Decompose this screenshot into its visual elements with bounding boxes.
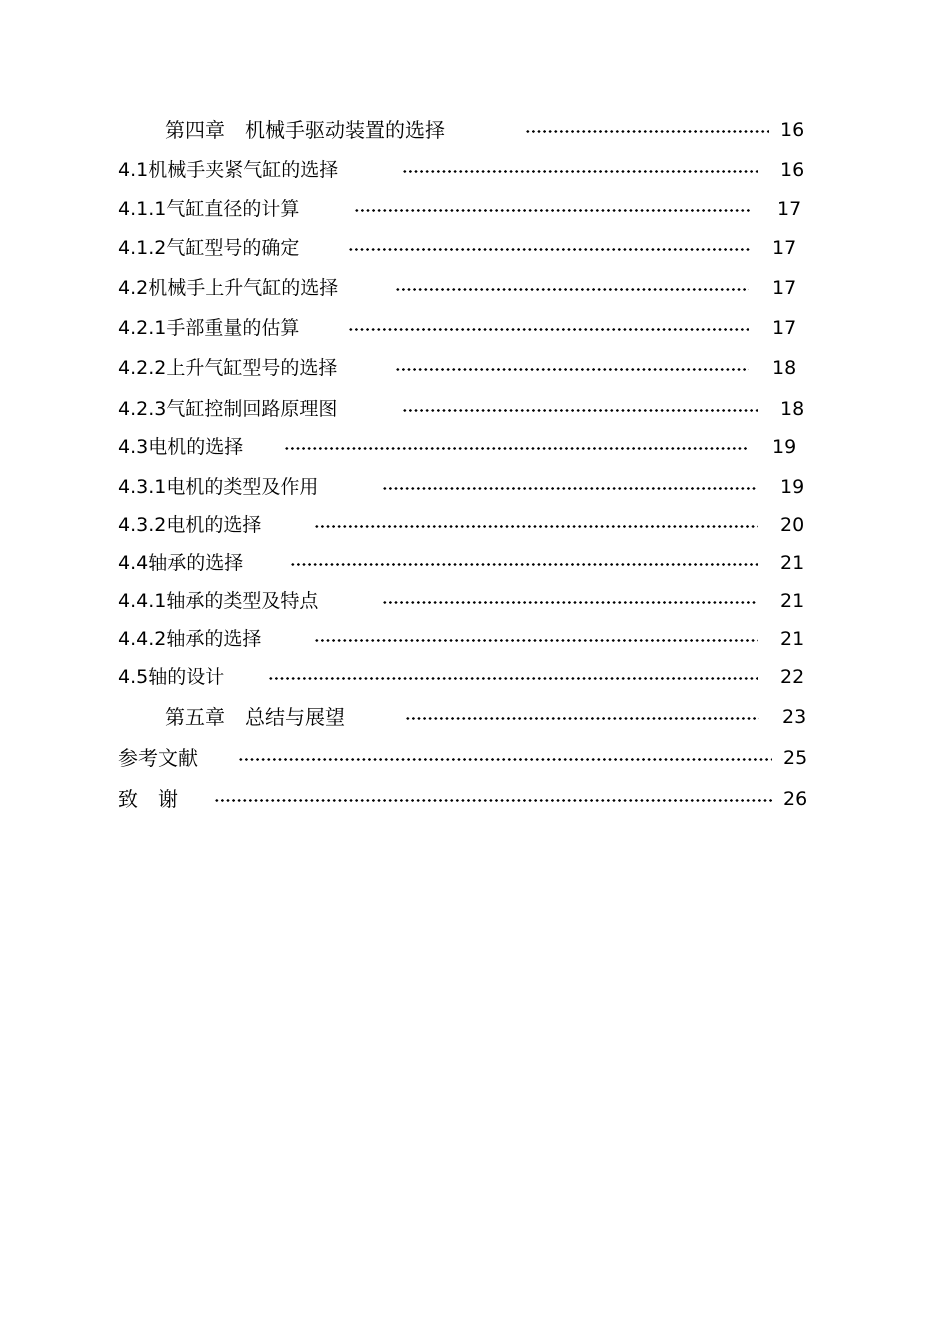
- toc-entry[interactable]: [118, 273, 818, 303]
- toc-entry[interactable]: [118, 313, 818, 343]
- toc-entry-page: 18: [772, 357, 797, 379]
- toc-entry[interactable]: [118, 155, 818, 185]
- toc-entry-page: 19: [780, 476, 805, 498]
- toc-entry-label: 4.3电机的选择: [118, 436, 244, 458]
- toc-entry-page: 21: [780, 628, 805, 650]
- toc-entry-page: 17: [772, 277, 797, 299]
- toc-entry[interactable]: [118, 784, 818, 814]
- toc-entry-page: 25: [783, 747, 808, 769]
- toc-leader: [348, 313, 749, 343]
- toc-leader: [382, 472, 758, 502]
- toc-leader: [284, 432, 749, 462]
- toc-entry-label: 4.4.1轴承的类型及特点: [118, 590, 319, 612]
- toc-entry[interactable]: [118, 548, 818, 578]
- toc-entry[interactable]: [118, 233, 818, 263]
- toc-entry[interactable]: [165, 702, 815, 732]
- toc-entry[interactable]: [118, 586, 818, 616]
- toc-entry[interactable]: [118, 194, 818, 224]
- toc-entry[interactable]: [118, 510, 818, 540]
- toc-entry[interactable]: [118, 353, 818, 383]
- toc-entry-label: 4.2.2上升气缸型号的选择: [118, 357, 338, 379]
- toc-leader: [238, 743, 772, 773]
- toc-entry-label: 4.3.2电机的选择: [118, 514, 262, 536]
- toc-entry[interactable]: [165, 115, 815, 145]
- toc-entry-label: 第五章 总结与展望: [165, 705, 345, 729]
- toc-leader: [214, 784, 772, 814]
- toc-entry[interactable]: [118, 472, 818, 502]
- toc-entry-page: 16: [780, 119, 805, 141]
- toc-entry-page: 23: [782, 706, 807, 728]
- toc-leader: [290, 548, 758, 578]
- toc-entry[interactable]: [118, 624, 818, 654]
- toc-entry-label: 4.2.1手部重量的估算: [118, 317, 300, 339]
- toc-entry-page: 21: [780, 552, 805, 574]
- toc-entry-page: 17: [772, 317, 797, 339]
- toc-entry-label: 4.2机械手上升气缸的选择: [118, 277, 339, 299]
- toc-entry-label: 4.2.3气缸控制回路原理图: [118, 398, 338, 420]
- toc-entry-page: 19: [772, 436, 797, 458]
- toc-entry-label: 4.1.1气缸直径的计算: [118, 198, 300, 220]
- toc-leader: [268, 662, 758, 692]
- toc-leader: [314, 624, 758, 654]
- toc-leader: [382, 586, 758, 616]
- toc-entry-label: 4.4轴承的选择: [118, 552, 244, 574]
- toc-leader: [395, 273, 749, 303]
- toc-entry-page: 16: [780, 159, 805, 181]
- toc-leader: [402, 394, 758, 424]
- toc-entry-page: 18: [780, 398, 805, 420]
- toc-entry-label: 4.1机械手夹紧气缸的选择: [118, 159, 339, 181]
- toc-entry-label: 4.1.2气缸型号的确定: [118, 237, 300, 259]
- toc-leader: [402, 155, 758, 185]
- toc-leader: [354, 194, 752, 224]
- toc-leader: [525, 115, 769, 145]
- toc-entry-page: 21: [780, 590, 805, 612]
- toc-entry-label: 4.5轴的设计: [118, 666, 225, 688]
- toc-entry-label: 4.4.2轴承的选择: [118, 628, 262, 650]
- toc-entry-page: 20: [780, 514, 805, 536]
- toc-leader: [395, 353, 749, 383]
- toc-entry-label: 致 谢: [118, 787, 178, 811]
- toc-entry[interactable]: [118, 743, 818, 773]
- toc-leader: [314, 510, 758, 540]
- toc-entry-page: 17: [777, 198, 802, 220]
- toc-entry-page: 17: [772, 237, 797, 259]
- toc-entry[interactable]: [118, 662, 818, 692]
- toc-entry-page: 26: [783, 788, 808, 810]
- toc-entry-label: 第四章 机械手驱动装置的选择: [165, 118, 445, 142]
- toc-entry[interactable]: [118, 432, 818, 462]
- toc-entry[interactable]: [118, 394, 818, 424]
- toc-entry-label: 参考文献: [118, 746, 198, 770]
- toc-entry-page: 22: [780, 666, 805, 688]
- toc-leader: [405, 702, 759, 732]
- toc-leader: [348, 233, 750, 263]
- toc-entry-label: 4.3.1电机的类型及作用: [118, 476, 319, 498]
